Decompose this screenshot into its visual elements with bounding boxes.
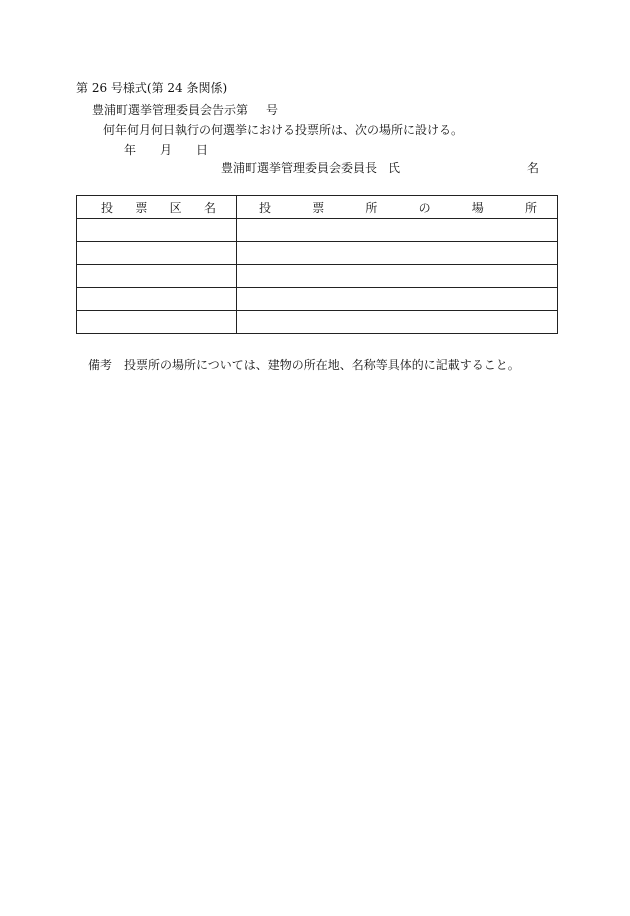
polling-place-table bbox=[76, 195, 558, 334]
date-year-label: 年 bbox=[124, 143, 137, 157]
table-cell-location bbox=[237, 311, 558, 334]
table-cell-location bbox=[237, 242, 558, 265]
notice-line: 豊浦町選挙管理委員会告示第 bbox=[92, 103, 249, 117]
chairperson-title: 豊浦町選挙管理委員会委員長 bbox=[221, 161, 378, 175]
table-row bbox=[77, 265, 558, 288]
table-cell-district bbox=[77, 288, 237, 311]
table-cell-district bbox=[77, 242, 237, 265]
table-cell-location bbox=[237, 265, 558, 288]
table-header-row bbox=[77, 196, 558, 219]
header-char: 投 bbox=[101, 200, 114, 215]
header-char: 投 bbox=[259, 200, 272, 215]
header-char: 場 bbox=[471, 200, 484, 215]
chairperson-shi-label: 氏 bbox=[388, 161, 401, 175]
header-district-name bbox=[77, 196, 237, 219]
table-cell-district bbox=[77, 311, 237, 334]
date-day-label: 日 bbox=[196, 143, 209, 157]
table-row bbox=[77, 219, 558, 242]
declaration-text: 何年何月何日執行の何選挙における投票所は、次の場所に設ける。 bbox=[103, 123, 464, 137]
header-char: 名 bbox=[203, 200, 216, 215]
date-month-label: 月 bbox=[160, 143, 173, 157]
table-cell-location bbox=[237, 288, 558, 311]
header-char: 票 bbox=[312, 200, 325, 215]
table-row bbox=[77, 242, 558, 265]
header-char: の bbox=[418, 200, 431, 215]
table-cell-district bbox=[77, 265, 237, 288]
table-row bbox=[77, 311, 558, 334]
table-cell-location bbox=[237, 219, 558, 242]
form-number: 第 26 号様式(第 24 条関係) bbox=[76, 81, 228, 95]
header-char: 所 bbox=[365, 200, 378, 215]
table-cell-district bbox=[77, 219, 237, 242]
header-char: 票 bbox=[135, 200, 148, 215]
notice-number-label: 号 bbox=[266, 103, 279, 117]
remarks-text: 投票所の場所については、建物の所在地、名称等具体的に記載すること。 bbox=[124, 358, 520, 372]
header-char: 所 bbox=[524, 200, 537, 215]
table-row bbox=[77, 288, 558, 311]
header-char: 区 bbox=[169, 200, 182, 215]
header-polling-location bbox=[237, 196, 558, 219]
chairperson-mei-label: 名 bbox=[527, 161, 540, 175]
remarks-label: 備考 bbox=[88, 358, 113, 372]
